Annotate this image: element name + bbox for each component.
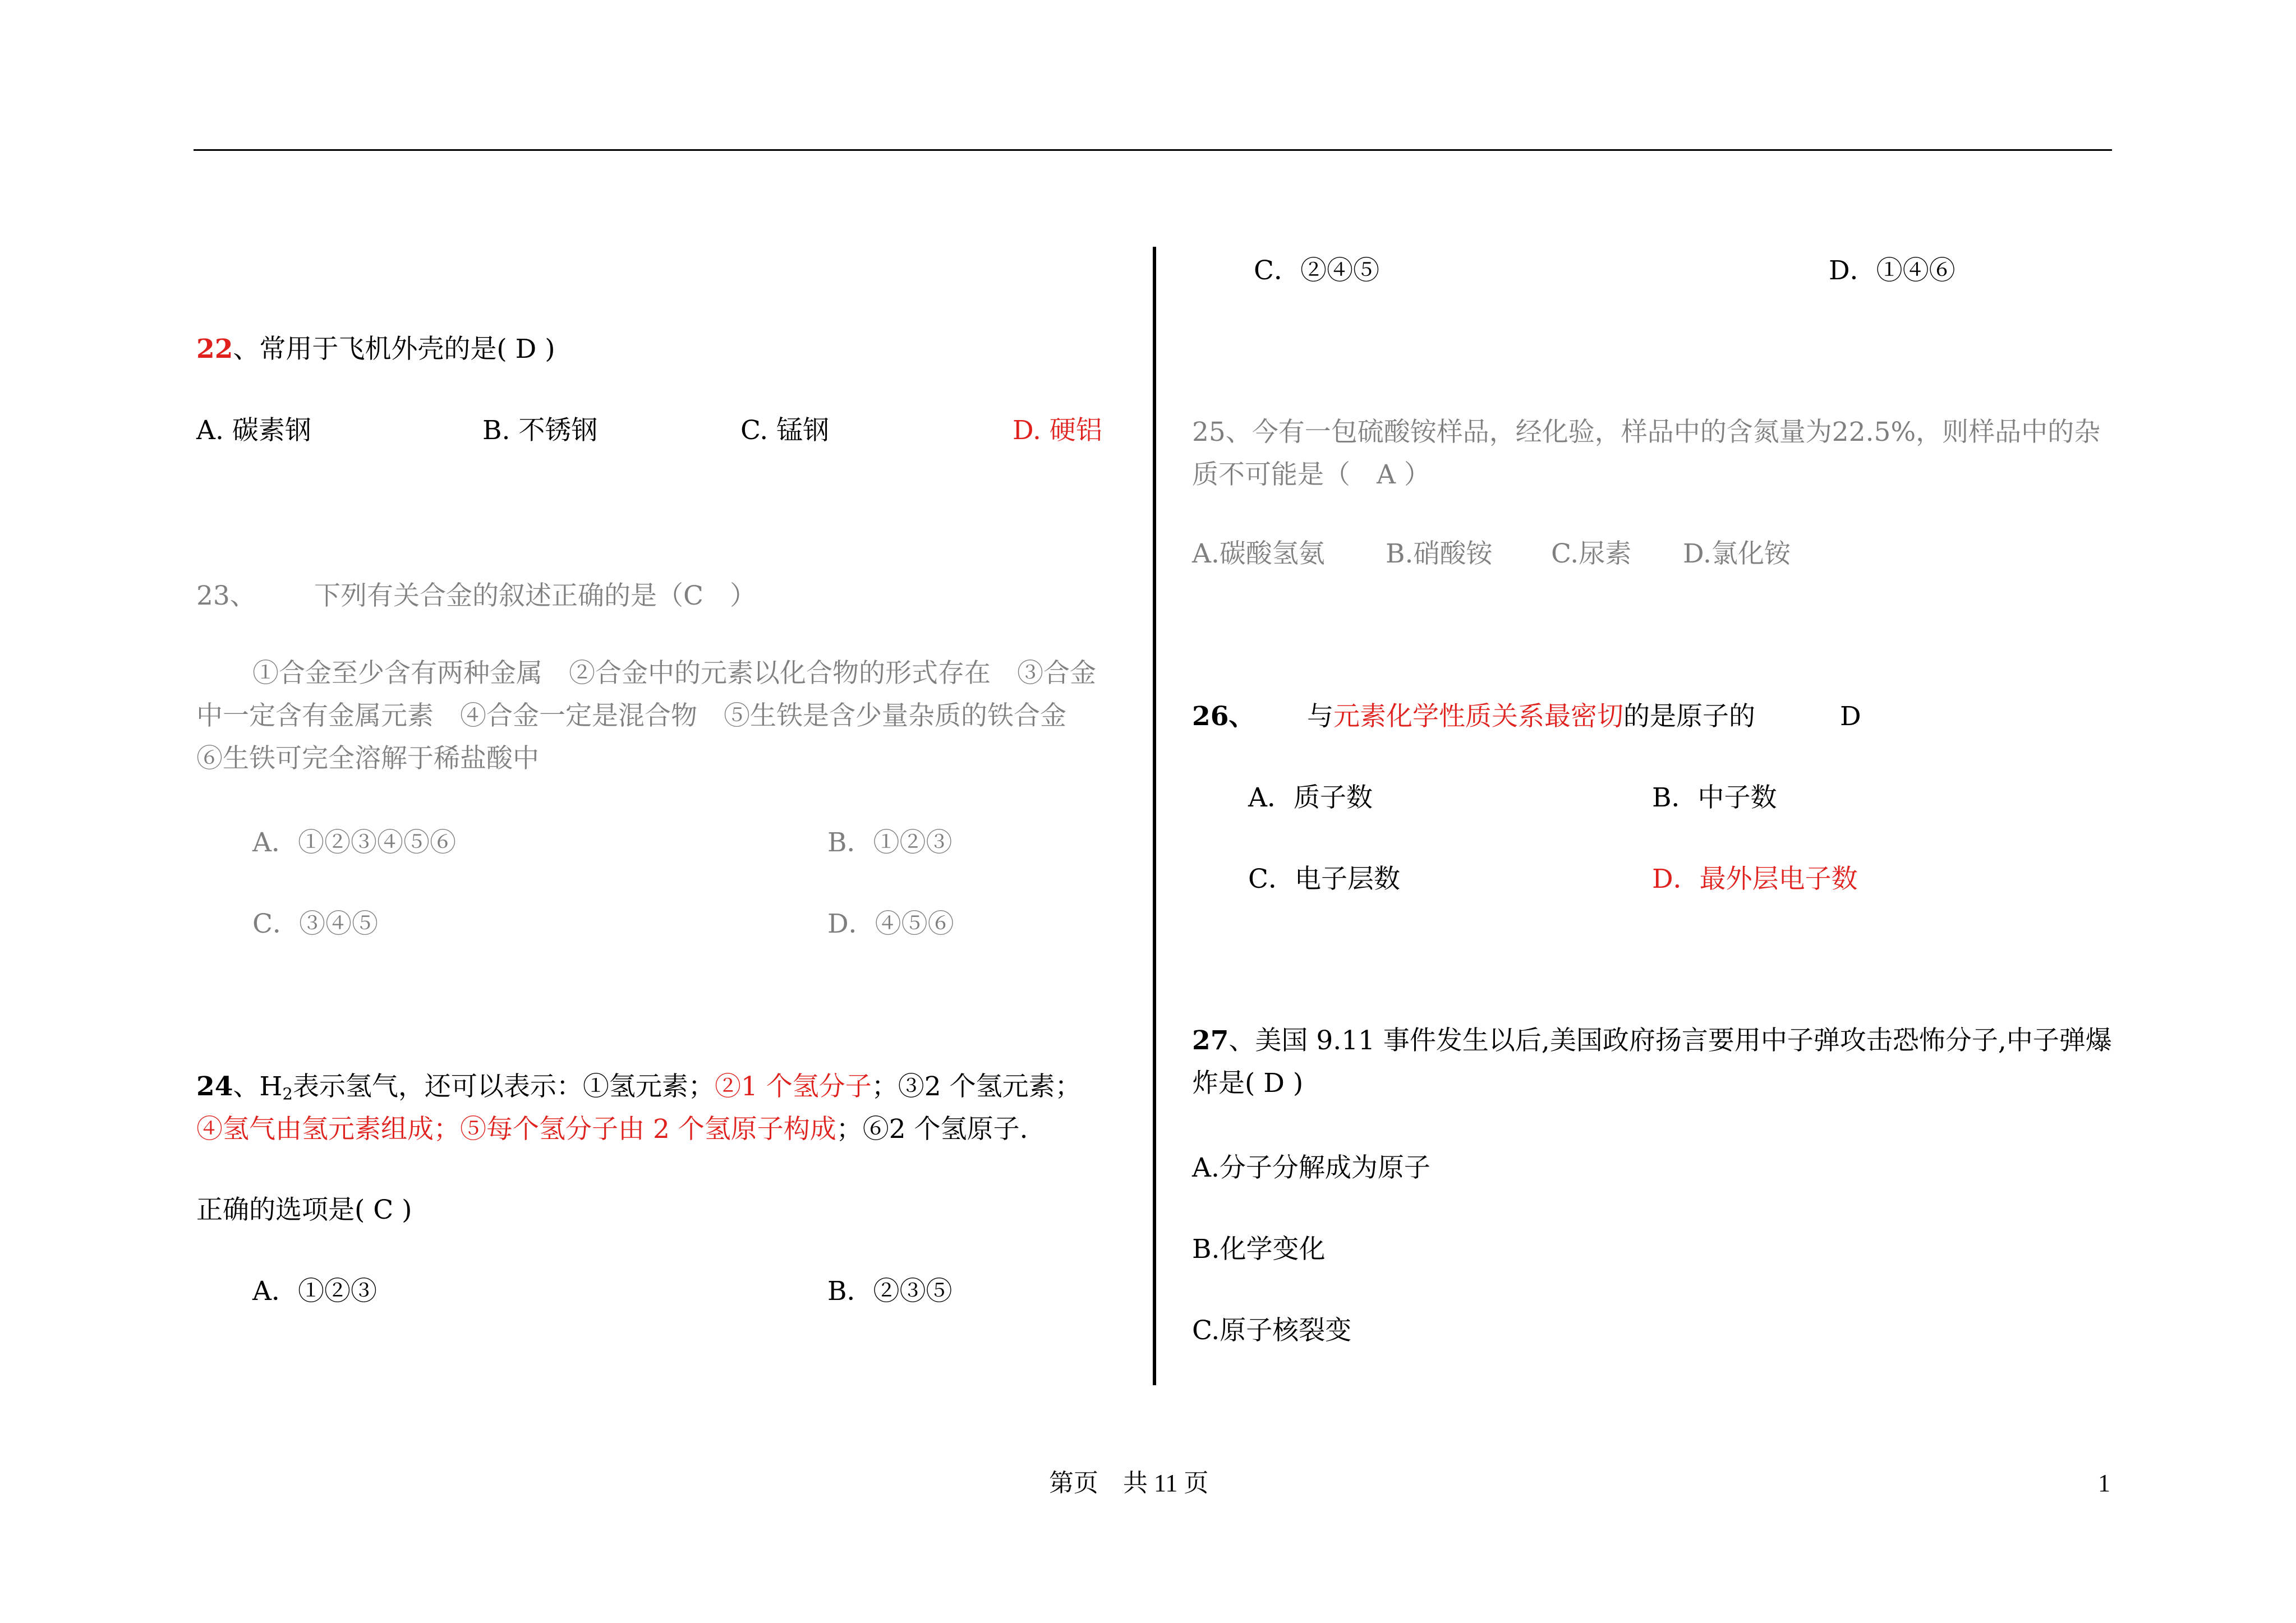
q25-option-b: B.硝酸铵	[1386, 538, 1493, 569]
q27-stem	[1192, 1020, 2112, 1105]
q23-number: 23、	[196, 580, 256, 611]
q24-text-5: ；⑥2 个氢原子.	[836, 1114, 1028, 1145]
q26-highlight: 元素化学性质关系最密切	[1333, 701, 1623, 732]
q25-option-d: D.氯化铵	[1683, 538, 1791, 569]
q24-line-2	[196, 1108, 1028, 1150]
q24-number: 24	[196, 1071, 233, 1102]
q23-option-a: A．①②③④⑤⑥	[252, 827, 456, 858]
q23-option-d: D．④⑤⑥	[827, 909, 954, 939]
q24-option-a: A．①②③	[252, 1276, 377, 1307]
q24-line-1	[196, 1066, 1082, 1108]
q27-option-c: C.原子核裂变	[1192, 1315, 1352, 1346]
header-rule	[194, 149, 2112, 151]
q26-number: 26、	[1192, 701, 1255, 732]
q24-text-1: 表示氢气，还可以表示：①氢元素；	[292, 1071, 715, 1102]
q22-number: 22	[196, 334, 233, 365]
page-footer-total: 第页 共 11 页	[1049, 1469, 1209, 1497]
page-number: 1	[2098, 1469, 2110, 1497]
q26-option-b: B．中子数	[1652, 782, 1777, 813]
q26-stem	[1307, 695, 1755, 737]
q27-option-a: A.分子分解成为原子	[1192, 1152, 1430, 1183]
q25-option-a: A.碳酸氢氨	[1192, 538, 1325, 569]
q26-answer: D	[1840, 701, 1861, 732]
q22-stem	[196, 328, 555, 370]
q23-statements: ①合金至少含有两种金属 ②合金中的元素以化合物的形式存在 ③合金中一定含有金属元素 ④合金一定是混合物 ⑤生铁是含少量杂质的铁合金 ⑥生铁可完全溶解于稀盐酸中	[196, 658, 1096, 774]
q26-option-d: D．最外层电子数	[1652, 864, 1858, 895]
q24-option-c: C．②④⑤	[1254, 255, 1379, 286]
q24-text-2: ②1 个氢分子	[714, 1071, 872, 1102]
q24-text-3: ；③2 个氢元素；	[871, 1071, 1082, 1102]
q22-option-c: C. 锰钢	[740, 415, 830, 446]
q25-option-c: C.尿素	[1551, 538, 1632, 569]
q27-option-b: B.化学变化	[1192, 1234, 1326, 1265]
q24-option-d: D．①④⑥	[1829, 255, 1955, 286]
q24-formula: H	[259, 1071, 283, 1102]
q22-option-a: A. 碳素钢	[196, 415, 311, 446]
q26-post: 的是原子的	[1623, 701, 1755, 732]
q24-separator: 、	[233, 1071, 260, 1102]
q26-pre: 与	[1307, 701, 1333, 732]
q26-option-a: A．质子数	[1248, 782, 1373, 813]
column-divider	[1153, 247, 1156, 1385]
q23-option-b: B．①②③	[827, 827, 953, 858]
q23-stem: 下列有关合金的叙述正确的是（C ）	[314, 580, 756, 611]
q22-option-d: D. 硬铝	[1013, 415, 1102, 446]
q27-number: 27	[1192, 1025, 1229, 1056]
q24-text-4: ④氢气由氢元素组成；⑤每个氢分子由 2 个氢原子构成	[196, 1114, 836, 1145]
q22-text: 、常用于飞机外壳的是( D )	[233, 334, 555, 365]
q24-prompt: 正确的选项是( C )	[196, 1195, 412, 1225]
q25-stem: 25、今有一包硫酸铵样品，经化验，样品中的含氮量为22.5%，则样品中的杂质不可能是（ A ）	[1192, 417, 2101, 490]
q24-option-b: B．②③⑤	[827, 1276, 953, 1307]
q24-subscript: 2	[282, 1084, 293, 1104]
q23-option-c: C．③④⑤	[252, 909, 378, 939]
q27-text: 、美国 9.11 事件发生以后,美国政府扬言要用中子弹攻击恐怖分子,中子弹爆炸是( D )	[1192, 1025, 2112, 1099]
q26-option-c: C．电子层数	[1248, 864, 1400, 895]
q22-option-b: B. 不锈钢	[482, 415, 598, 446]
